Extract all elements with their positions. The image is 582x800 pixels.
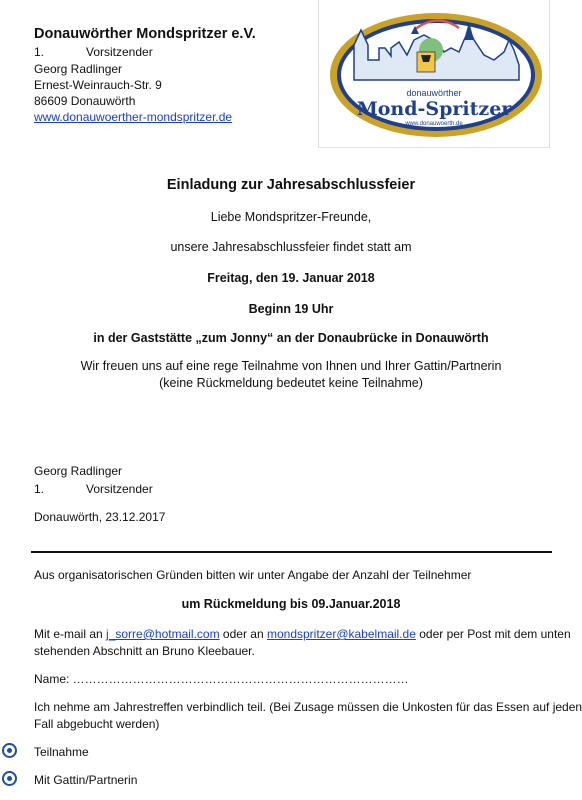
contact-line-2: stehenden Abschnitt an Bruno Kleebauer. <box>34 644 255 658</box>
reply-deadline: um Rückmeldung bis 09.Januar.2018 <box>181 597 401 611</box>
response-note: (keine Rückmeldung bedeutet keine Teilnahme) <box>159 376 423 390</box>
commit-line-1: Ich nehme am Jahrestreffen verbindlich teil. (Bei Zusage müssen die Unkosten für das Essen auf jeden <box>34 700 582 714</box>
org-name: Donauwörther Mondspritzer e.V. <box>34 26 256 42</box>
email-link-2[interactable]: mondspritzer@kabelmail.de <box>266 627 416 641</box>
radio-with-partner[interactable] <box>2 771 17 786</box>
logo-line3: www.donauwoerth.de <box>405 121 463 127</box>
header-role-label: Vorsitzender <box>86 45 153 59</box>
logo-line2: Mond-Spritzer <box>356 98 512 120</box>
header-person: Georg Radlinger <box>34 62 123 76</box>
signature-role-number: 1. <box>34 482 45 496</box>
reply-reason: Aus organisatorischen Gründen bitten wir unter Angabe der Anzahl der Teilnehmer <box>34 568 472 582</box>
name-field[interactable]: Name: ………………………………………………………………………… <box>34 672 409 686</box>
signature-name: Georg Radlinger <box>34 464 123 478</box>
club-logo <box>318 0 550 148</box>
website-link[interactable]: www.donauwoerther-mondspritzer.de <box>34 110 233 124</box>
contact-pre: Mit e-mail an <box>34 627 107 641</box>
option-participation-label: Teilnahme <box>34 745 89 759</box>
event-time: Beginn 19 Uhr <box>248 302 334 316</box>
invitation-title: Einladung zur Jahresabschlussfeier <box>166 177 416 193</box>
header-role <box>34 44 153 61</box>
option-partner-label: Mit Gattin/Partnerin <box>34 773 138 787</box>
header-city: 86609 Donauwörth <box>34 94 136 108</box>
contact-post: oder per Post mit dem unten <box>415 627 571 641</box>
signature-role-label: Vorsitzender <box>86 482 153 496</box>
divider <box>31 551 552 553</box>
intro-text: unsere Jahresabschlussfeier findet statt am <box>170 240 412 254</box>
place-date: Donauwörth, 23.12.2017 <box>34 510 166 524</box>
greeting: Liebe Mondspritzer-Freunde, <box>210 210 372 224</box>
event-location: in der Gaststätte „zum Jonny“ an der Donaubrücke in Donauwörth <box>93 331 489 345</box>
commit-line-2: Fall abgebucht werden) <box>34 717 160 731</box>
event-date: Freitag, den 19. Januar 2018 <box>207 271 375 285</box>
header-street: Ernest-Weinrauch-Str. 9 <box>34 78 162 92</box>
email-link-1[interactable]: j_sorre@hotmail.com <box>106 627 220 641</box>
contact-line <box>34 626 571 643</box>
hope-text: Wir freuen uns auf eine rege Teilnahme von Ihnen und Ihrer Gattin/Partnerin <box>80 359 502 373</box>
logo-line1: donauwörther <box>406 88 462 98</box>
contact-mid: oder an <box>219 627 267 641</box>
signature-role <box>34 481 153 498</box>
header-role-number: 1. <box>34 45 45 59</box>
radio-participation[interactable] <box>2 743 17 758</box>
